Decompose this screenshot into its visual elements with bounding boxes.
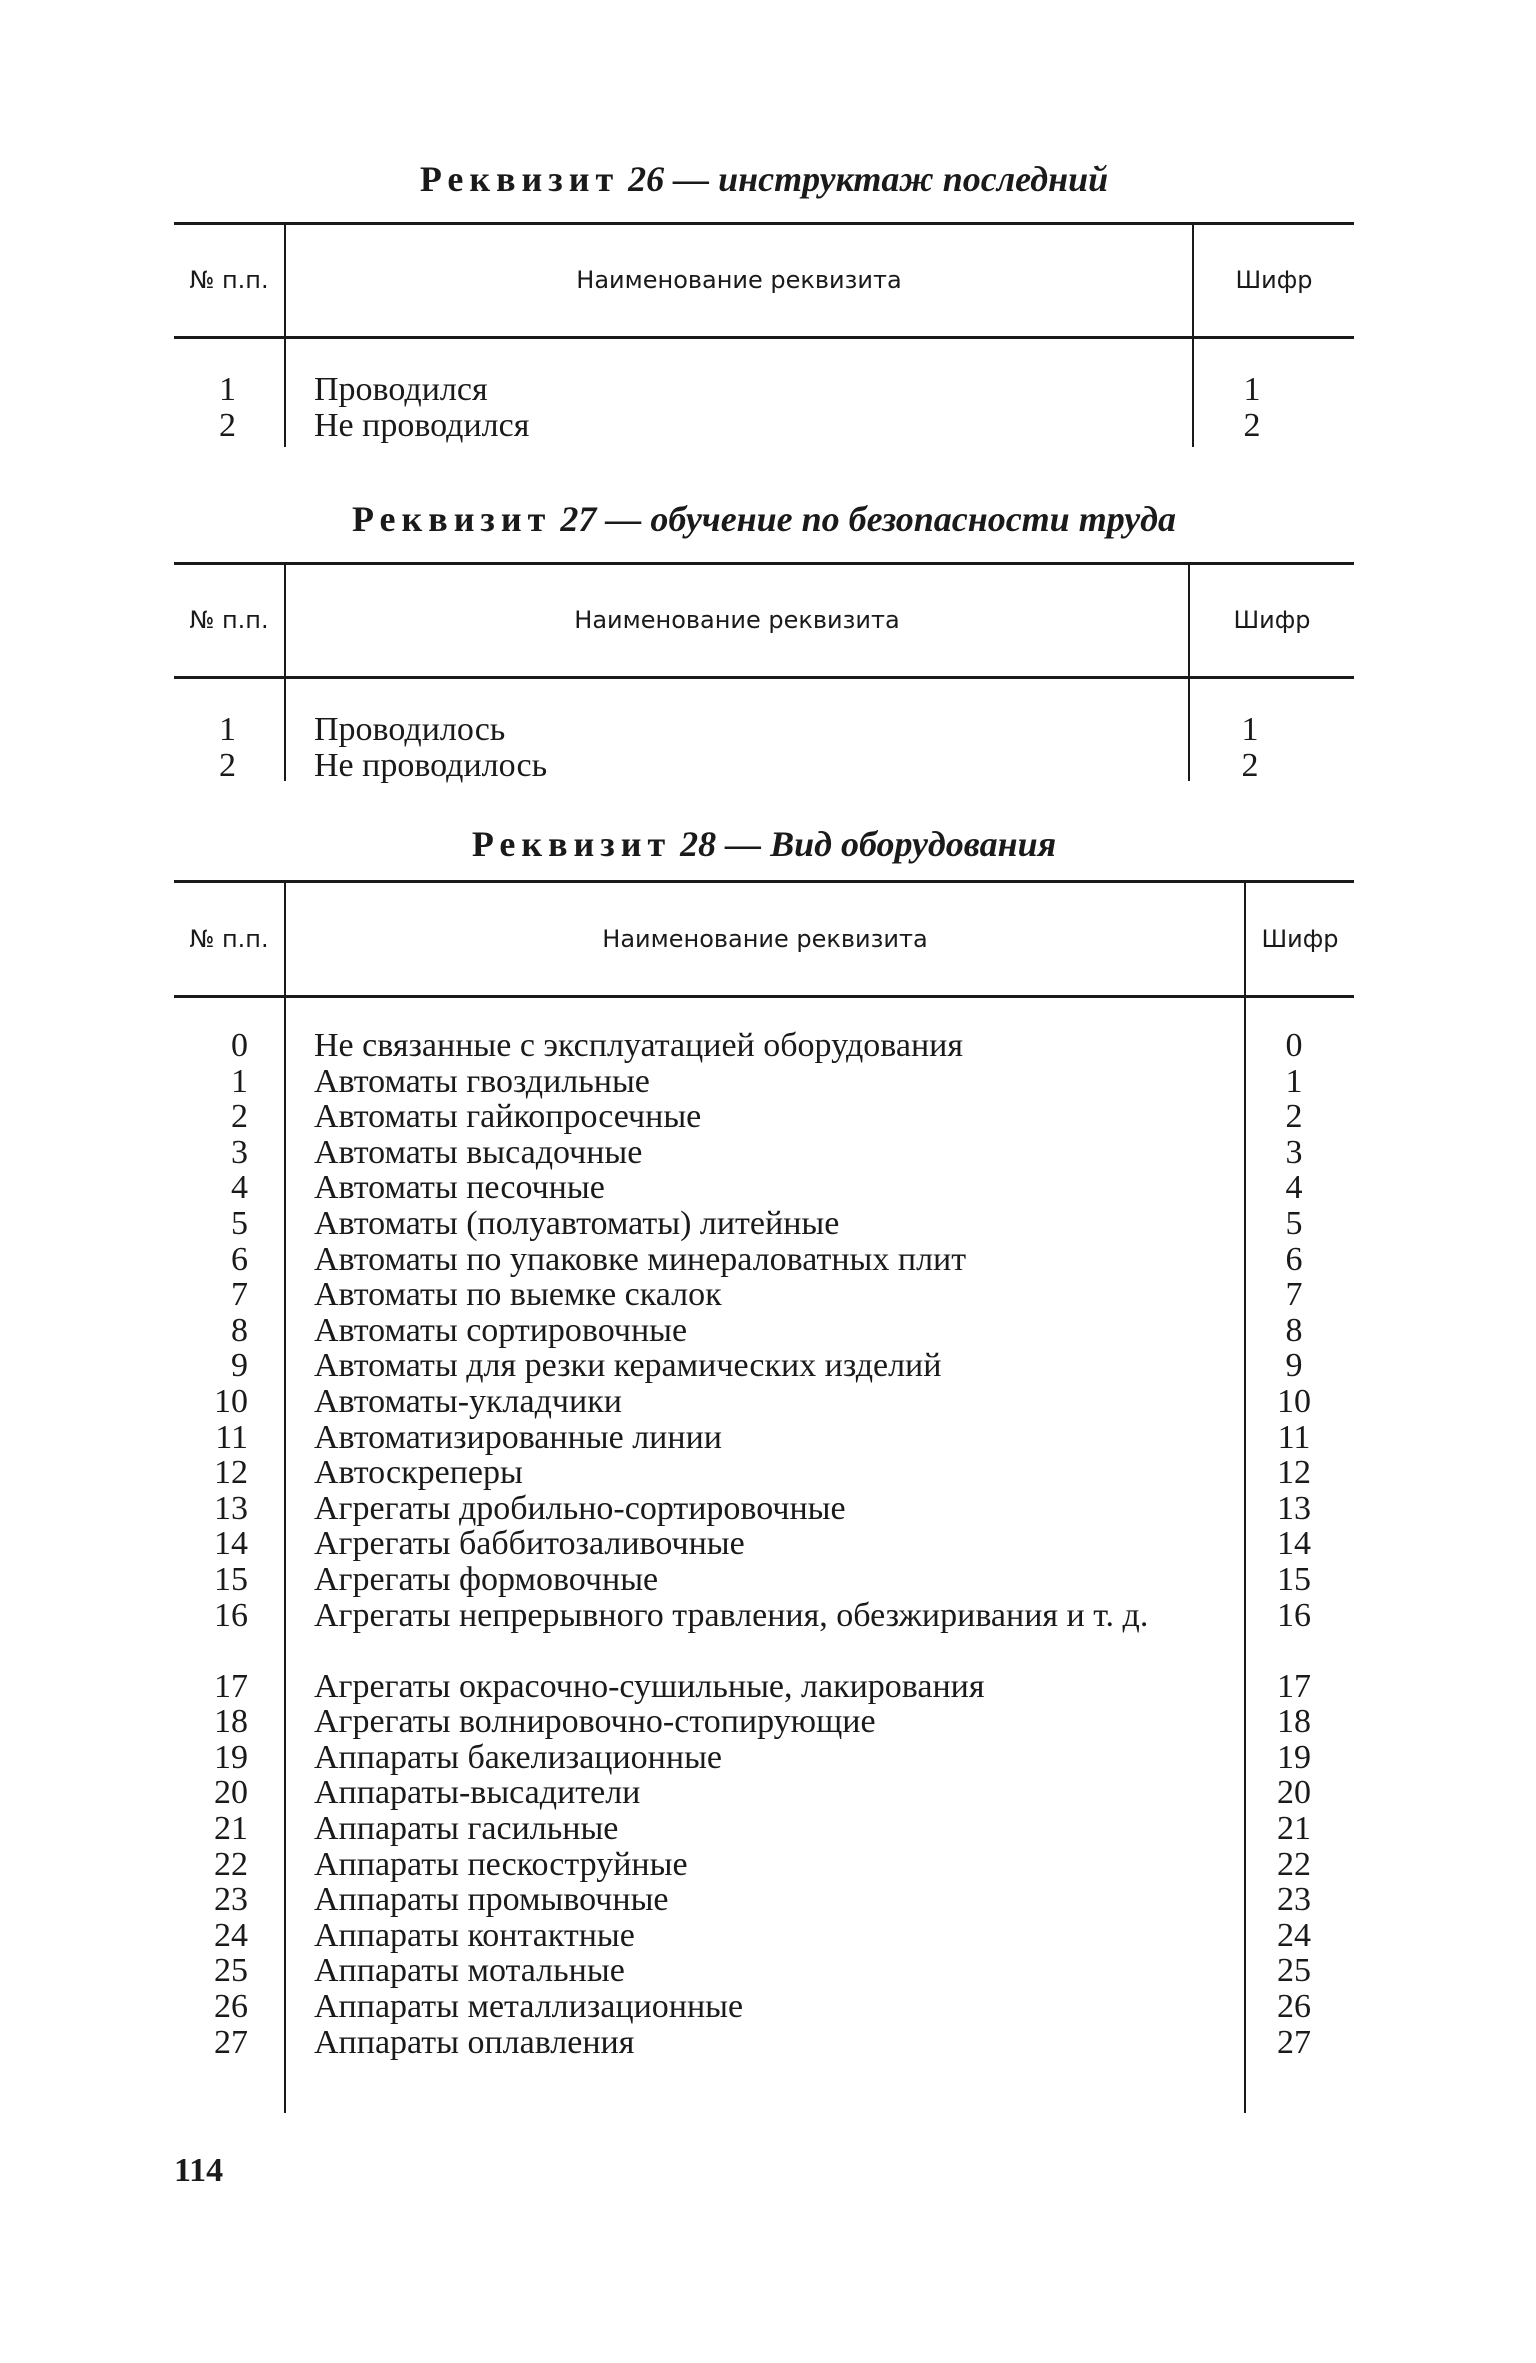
row-num: 17 [214, 1667, 248, 1705]
row-num: 12 [214, 1454, 248, 1492]
row-num: 24 [214, 1916, 248, 1954]
table-28-header-code: Шифр [1261, 925, 1339, 953]
table-row [174, 1491, 1354, 1527]
row-num: 2 [219, 746, 236, 784]
row-num: 18 [214, 1703, 248, 1741]
row-code: 27 [1277, 2023, 1311, 2061]
page-number: 114 [174, 2152, 224, 2189]
table-row [174, 1099, 1354, 1135]
table-26 [174, 150, 1354, 460]
table-row [174, 1811, 1354, 1847]
table-row [174, 712, 1354, 748]
row-name: Автоматы гайкопросечные [314, 1098, 702, 1136]
row-num: 20 [214, 1774, 248, 1812]
row-num: 13 [214, 1489, 248, 1527]
row-num: 0 [231, 1027, 248, 1064]
table-28-title [174, 823, 1354, 865]
row-name: Аппараты оплавления [314, 2023, 635, 2061]
table-27-top-rule [174, 562, 1354, 565]
table-row [174, 2025, 1354, 2061]
table-27-header-name: Наименование реквизита [574, 606, 900, 634]
table-27-title-lead: Реквизит [352, 499, 552, 539]
row-code: 10 [1277, 1382, 1311, 1420]
table-row [174, 1206, 1354, 1242]
table-row [174, 1989, 1354, 2025]
row-name: Автоматы сортировочные [314, 1311, 688, 1349]
row-num: 23 [214, 1881, 248, 1919]
row-name: Агрегаты формовочные [314, 1560, 659, 1598]
row-code: 25 [1277, 1952, 1311, 1990]
row-name: Аппараты металлизационные [314, 1988, 744, 2026]
row-name: Аппараты-высадители [314, 1774, 641, 1812]
table-row [174, 1242, 1354, 1278]
row-num: 8 [231, 1311, 248, 1349]
row-name: Аппараты мотальные [314, 1952, 625, 1990]
row-num: 1 [219, 371, 236, 408]
row-num: 16 [214, 1596, 248, 1634]
row-code: 23 [1277, 1881, 1311, 1919]
row-num: 1 [231, 1062, 248, 1100]
row-name: Автоматы для резки керамических изделий [314, 1347, 942, 1385]
row-num: 2 [219, 406, 236, 444]
row-name: Аппараты пескоструйные [314, 1845, 688, 1883]
row-name: Не связанные с эксплуатацией оборудования [314, 1027, 963, 1064]
table-28-header-name: Наименование реквизита [602, 925, 928, 953]
row-code: 12 [1277, 1454, 1311, 1492]
row-name: Автоматы-укладчики [314, 1382, 622, 1420]
row-num: 1 [219, 711, 236, 748]
row-name: Аппараты гасильные [314, 1810, 619, 1848]
row-code: 2 [1241, 746, 1259, 784]
row-code: 19 [1277, 1738, 1311, 1776]
table-row [174, 1562, 1354, 1598]
row-name: Автоматы гвоздильные [314, 1062, 650, 1100]
table-26-title-rest: 26 — инструктаж последний [628, 159, 1109, 199]
row-code: 16 [1277, 1596, 1311, 1634]
row-code: 0 [1285, 1027, 1303, 1064]
row-code: 1 [1243, 371, 1261, 408]
row-code: 20 [1277, 1774, 1311, 1812]
table-27-body [174, 712, 1354, 783]
table-row [174, 748, 1354, 784]
row-code: 1 [1241, 711, 1259, 748]
row-num: 5 [231, 1204, 248, 1242]
table-row [174, 1384, 1354, 1420]
row-name: Не проводился [314, 406, 530, 444]
table-row [174, 1704, 1354, 1740]
table-row [174, 1135, 1354, 1171]
row-code: 6 [1285, 1240, 1303, 1278]
row-num: 25 [214, 1952, 248, 1990]
row-num: 14 [214, 1525, 248, 1563]
table-28 [174, 815, 1354, 2135]
table-row [174, 1775, 1354, 1811]
row-code: 15 [1277, 1560, 1311, 1598]
table-27-title [174, 498, 1354, 540]
row-code: 7 [1285, 1276, 1303, 1314]
row-name: Автоматы по выемке скалок [314, 1276, 722, 1314]
row-code: 2 [1243, 406, 1261, 444]
row-num: 10 [214, 1382, 248, 1420]
table-row [174, 1455, 1354, 1491]
table-26-header-rule [174, 336, 1354, 339]
table-28-body [174, 1028, 1354, 2060]
table-row [174, 1847, 1354, 1883]
row-num: 11 [215, 1418, 248, 1456]
row-name: Агрегаты непрерывного травления, обезжиривания и т. д. [314, 1596, 1149, 1634]
row-num: 6 [231, 1240, 248, 1278]
table-26-header-name: Наименование реквизита [576, 266, 902, 294]
row-num: 15 [214, 1560, 248, 1598]
table-28-header-num: № п.п. [189, 925, 269, 953]
table-row [174, 1313, 1354, 1349]
table-row [174, 408, 1354, 444]
row-code: 17 [1277, 1667, 1311, 1705]
row-code: 13 [1277, 1489, 1311, 1527]
table-row [174, 1348, 1354, 1384]
table-27-header-num: № п.п. [189, 606, 269, 634]
row-code: 2 [1285, 1098, 1303, 1136]
table-row [174, 1882, 1354, 1918]
row-name: Автоматизированные линии [314, 1418, 722, 1456]
row-num: 22 [214, 1845, 248, 1883]
row-code: 24 [1277, 1916, 1311, 1954]
row-code: 8 [1285, 1311, 1303, 1349]
table-28-title-rest: 28 — Вид оборудования [680, 824, 1057, 864]
row-name: Автоскреперы [314, 1454, 523, 1492]
table-26-top-rule [174, 222, 1354, 225]
row-code: 11 [1277, 1418, 1311, 1456]
row-name: Агрегаты баббитозаливочные [314, 1525, 745, 1563]
row-code: 18 [1277, 1703, 1311, 1741]
table-row [174, 1064, 1354, 1100]
table-27-title-rest: 27 — обучение по безопасности труда [560, 499, 1176, 539]
row-num: 2 [231, 1098, 248, 1136]
row-name: Аппараты промывочные [314, 1881, 669, 1919]
row-code: 14 [1277, 1525, 1311, 1563]
row-code: 3 [1285, 1133, 1303, 1171]
row-num: 7 [231, 1276, 248, 1314]
table-26-title-lead: Реквизит [419, 159, 620, 199]
row-code: 26 [1277, 1988, 1311, 2026]
row-name: Аппараты бакелизационные [314, 1738, 722, 1776]
row-num: 4 [231, 1169, 248, 1207]
row-code: 21 [1277, 1810, 1311, 1848]
table-row [174, 1420, 1354, 1456]
table-row [174, 1669, 1354, 1705]
row-name: Аппараты контактные [314, 1916, 635, 1954]
row-name: Проводилось [314, 711, 506, 748]
row-num: 21 [214, 1810, 248, 1848]
row-name: Проводился [314, 371, 488, 408]
table-26-header-code: Шифр [1235, 266, 1313, 294]
table-row [174, 1277, 1354, 1313]
row-num: 27 [214, 2023, 248, 2061]
row-code: 5 [1285, 1204, 1303, 1242]
table-26-body [174, 372, 1354, 443]
row-code: 4 [1285, 1169, 1303, 1207]
row-code: 1 [1285, 1062, 1303, 1100]
table-27 [174, 490, 1354, 800]
table-28-header-rule [174, 995, 1354, 998]
row-code: 22 [1277, 1845, 1311, 1883]
table-28-title-lead: Реквизит [471, 824, 672, 864]
row-name: Автоматы песочные [314, 1169, 605, 1207]
table-28-top-rule [174, 880, 1354, 883]
table-26-title [174, 158, 1354, 200]
table-row [174, 1740, 1354, 1776]
table-row [174, 1918, 1354, 1954]
table-row [174, 1526, 1354, 1562]
row-name: Агрегаты окрасочно-сушильные, лакирования [314, 1667, 985, 1705]
table-row [174, 1028, 1354, 1064]
row-code: 9 [1285, 1347, 1303, 1385]
table-26-header-num: № п.п. [189, 266, 269, 294]
table-row [174, 1170, 1354, 1206]
table-row [174, 372, 1354, 408]
row-name: Автоматы по упаковке минераловатных плит [314, 1240, 967, 1278]
row-num: 19 [214, 1738, 248, 1776]
row-name: Автоматы (полуавтоматы) литейные [314, 1204, 840, 1242]
row-name: Автоматы высадочные [314, 1133, 643, 1171]
table-27-header-rule [174, 676, 1354, 679]
row-num: 9 [231, 1347, 248, 1385]
table-row [174, 1598, 1354, 1669]
table-27-header-code: Шифр [1233, 606, 1311, 634]
row-name: Не проводилось [314, 746, 548, 784]
row-name: Агрегаты волнировочно-стопирующие [314, 1703, 876, 1741]
table-row [174, 1953, 1354, 1989]
row-name: Агрегаты дробильно-сортировочные [314, 1489, 846, 1527]
row-num: 26 [214, 1988, 248, 2026]
row-num: 3 [231, 1133, 248, 1171]
